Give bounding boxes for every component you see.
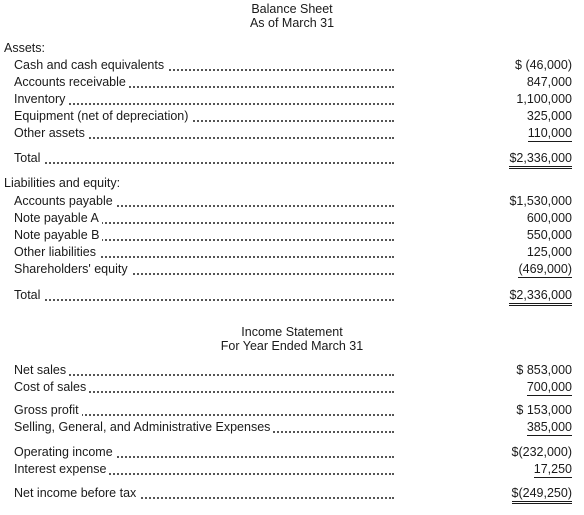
row-label: Interest expense: [14, 462, 109, 476]
row-label: Shareholders' equity: [14, 262, 131, 276]
total-amount: $(249,250): [512, 486, 572, 504]
row-label: Accounts receivable: [14, 75, 129, 89]
row-label: Note payable A: [14, 211, 102, 225]
asset-row: [0, 125, 584, 142]
leader-dots: [14, 162, 394, 164]
row-label: Equipment (net of depreciation): [14, 109, 191, 123]
leader-dots: [14, 103, 394, 105]
row-amount: 125,000: [526, 245, 572, 259]
balance-sheet-subtitle: As of March 31: [249, 16, 335, 30]
row-label: Gross profit: [14, 403, 82, 417]
asset-row: [0, 57, 584, 74]
liability-row: [0, 244, 584, 261]
income-row: [0, 444, 584, 461]
balance-sheet-title: Balance Sheet: [251, 2, 333, 16]
liabilities-total-row: [0, 287, 584, 304]
assets-total-row: [0, 150, 584, 167]
row-amount: 17,250: [533, 462, 572, 476]
row-amount: 847,000: [526, 75, 572, 89]
income-row: [0, 485, 584, 502]
row-label: Other liabilities: [14, 245, 99, 259]
row-label: Total: [14, 288, 43, 302]
row-label: Net income before tax: [14, 486, 139, 500]
row-amount: $ 853,000: [516, 363, 572, 377]
row-label: Total: [14, 151, 43, 165]
leader-dots: [14, 374, 394, 376]
row-amount: 1,100,000: [516, 92, 572, 106]
income-row: [0, 379, 584, 396]
income-row: [0, 461, 584, 478]
row-amount: 325,000: [526, 109, 572, 123]
liability-row: [0, 210, 584, 227]
asset-row: [0, 74, 584, 91]
row-label: Selling, General, and Administrative Expenses: [14, 420, 273, 434]
asset-row: [0, 108, 584, 125]
liabilities-heading: Liabilities and equity:: [4, 176, 121, 190]
row-amount: 600,000: [526, 211, 572, 225]
income-statement-subtitle: For Year Ended March 31: [220, 339, 364, 353]
row-amount: 550,000: [526, 228, 572, 242]
row-label: Cost of sales: [14, 380, 89, 394]
row-amount: $ 153,000: [516, 403, 572, 417]
income-row: [0, 362, 584, 379]
row-label: Cash and cash equivalents: [14, 58, 167, 72]
row-label: Note payable B: [14, 228, 102, 242]
row-amount: $ (46,000): [515, 58, 572, 72]
total-amount: $2,336,000: [509, 151, 572, 169]
row-amount: 700,000: [526, 380, 572, 394]
income-statement-title: Income Statement: [241, 325, 343, 339]
leader-dots: [14, 299, 394, 301]
row-amount: 385,000: [526, 420, 572, 434]
asset-row: [0, 91, 584, 108]
assets-heading: Assets:: [4, 41, 45, 55]
income-row: [0, 419, 584, 436]
row-amount: 110,000: [527, 126, 572, 140]
liability-row: [0, 261, 584, 278]
liability-row: [0, 227, 584, 244]
row-label: Inventory: [14, 92, 68, 106]
total-amount: $2,336,000: [509, 288, 572, 306]
row-amount: (469,000): [518, 262, 572, 276]
row-amount: $(232,000): [511, 445, 572, 459]
row-label: Accounts payable: [14, 194, 116, 208]
row-label: Operating income: [14, 445, 116, 459]
row-amount: $1,530,000: [509, 194, 572, 208]
liability-row: [0, 193, 584, 210]
row-label: Other assets: [14, 126, 88, 140]
income-row: [0, 402, 584, 419]
row-label: Net sales: [14, 363, 69, 377]
